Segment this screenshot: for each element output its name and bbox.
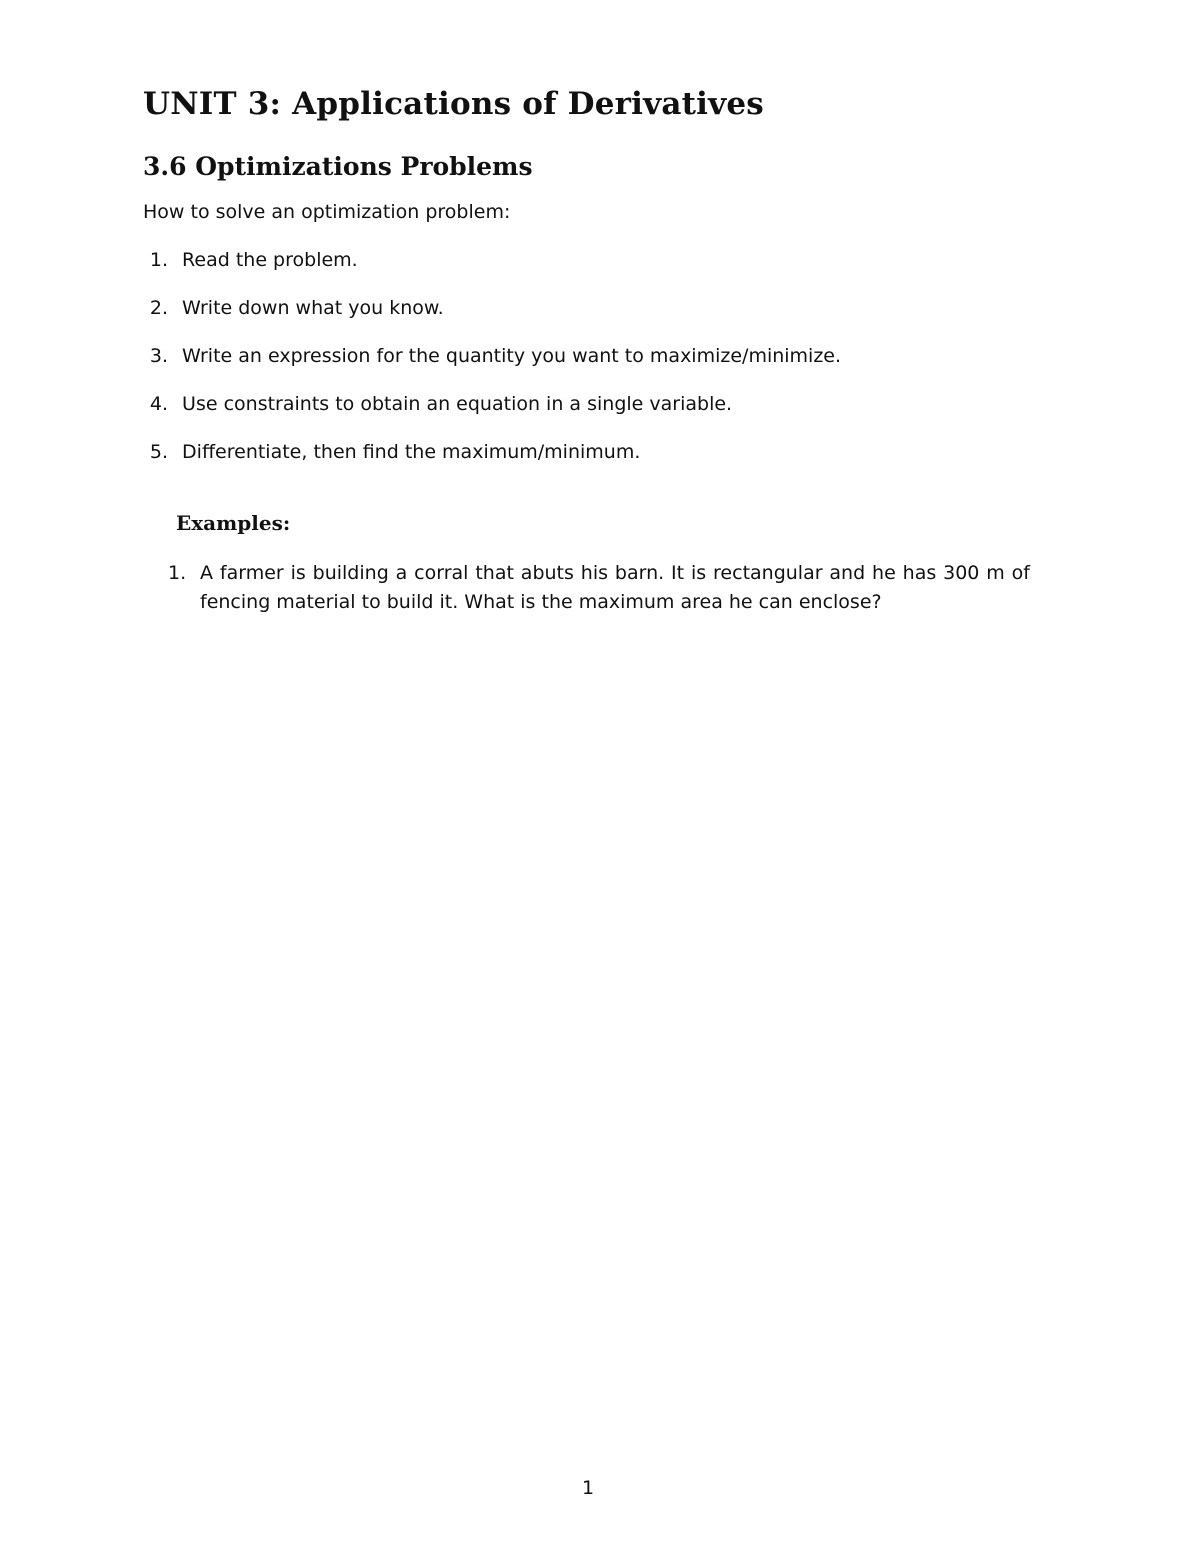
step-text: Write an expression for the quantity you want to maximize/minimize. xyxy=(182,345,842,367)
list-item xyxy=(111,393,732,415)
step-text: Write down what you know. xyxy=(182,297,444,319)
step-text: Read the problem. xyxy=(182,249,358,271)
list-item xyxy=(111,345,841,367)
unit-title: UNIT 3: Applications of Derivatives xyxy=(143,86,764,122)
intro-text: How to solve an optimization problem: xyxy=(143,201,511,223)
step-number: 1. xyxy=(149,249,168,271)
example-text: A farmer is building a corral that abuts his barn. It is rectangular and he has 300 m of fencing material to build it. What is the maximum area he can enclose? xyxy=(200,562,1030,613)
example-number: 1. xyxy=(168,562,187,584)
list-item xyxy=(111,441,640,463)
step-text: Differentiate, then find the maximum/minimum. xyxy=(182,441,641,463)
step-number: 4. xyxy=(149,393,168,415)
list-item xyxy=(111,249,358,271)
examples-heading: Examples: xyxy=(176,511,291,535)
list-item xyxy=(111,297,444,319)
section-title: 3.6 Optimizations Problems xyxy=(143,152,533,181)
step-number: 2. xyxy=(149,297,168,319)
step-text: Use constraints to obtain an equation in a single variable. xyxy=(182,393,733,415)
page-number: 1 xyxy=(581,1477,595,1499)
step-number: 3. xyxy=(149,345,168,367)
step-number: 5. xyxy=(149,441,168,463)
